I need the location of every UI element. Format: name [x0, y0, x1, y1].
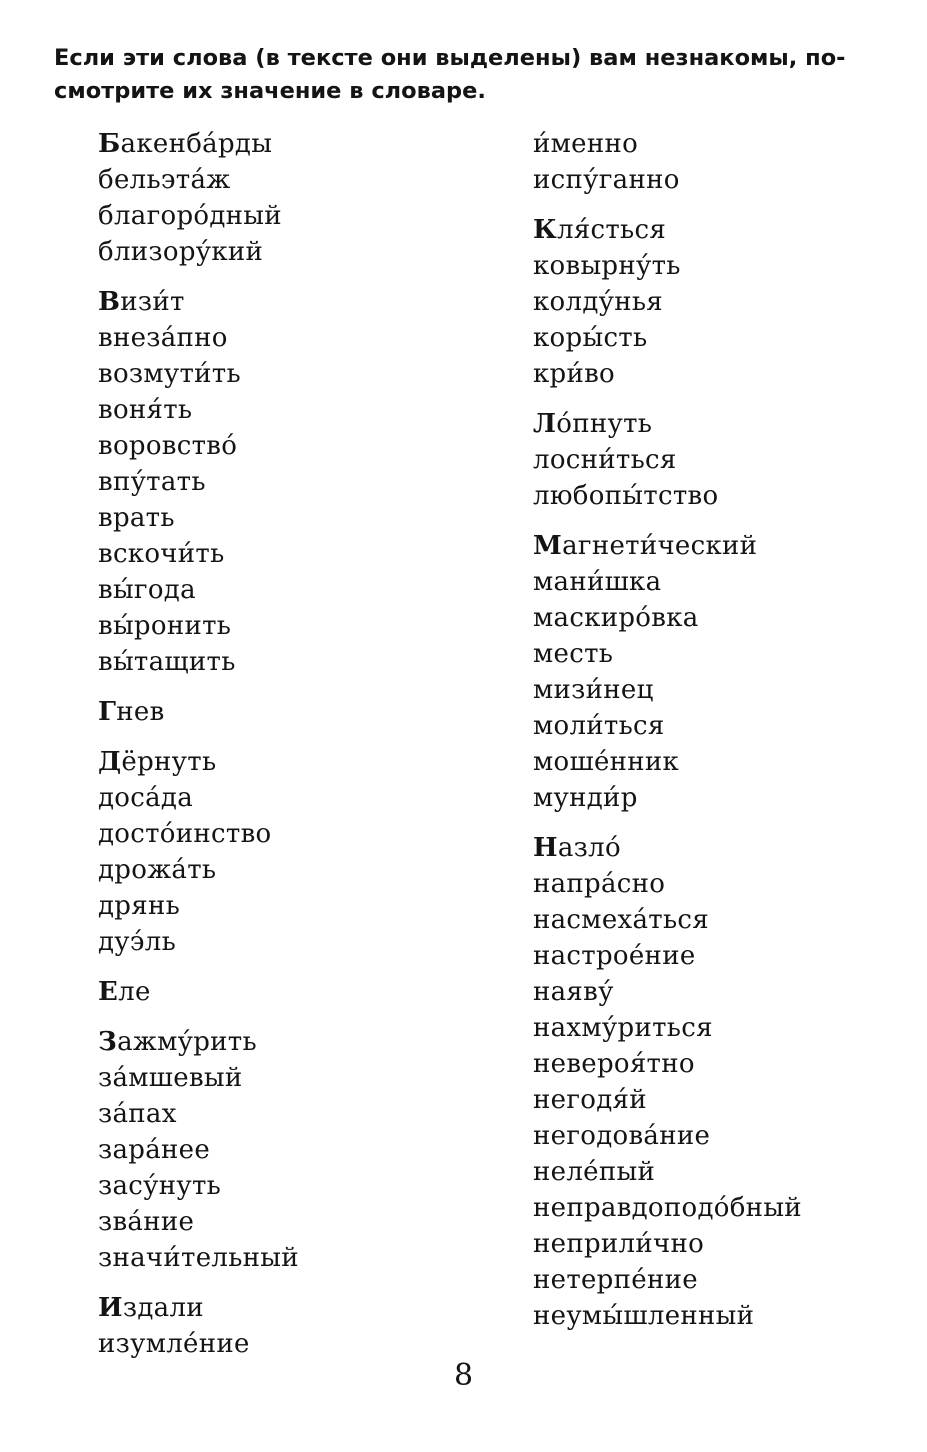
vocabulary-word: коры́сть — [533, 323, 648, 353]
vocabulary-word: зара́нее — [98, 1135, 211, 1165]
vocabulary-word: неле́пый — [533, 1157, 656, 1187]
vocabulary-word: неприли́чно — [533, 1229, 705, 1259]
vocabulary-word: вскочи́ть — [98, 539, 225, 569]
vocabulary-word: нахму́риться — [533, 1013, 713, 1043]
section-initial-letter: К — [533, 215, 557, 245]
letter-group — [533, 406, 802, 514]
word-rest: агнети́ческий — [562, 531, 758, 561]
vocabulary-word: внеза́пно — [98, 323, 228, 353]
vocabulary-word: за́мшевый — [98, 1063, 243, 1093]
section-initial-letter: И — [98, 1293, 123, 1323]
vocabulary-word: врать — [98, 503, 175, 533]
vocabulary-word — [533, 212, 802, 248]
vocabulary-word: вы́тащить — [98, 647, 236, 677]
section-initial-letter: Е — [98, 977, 119, 1007]
letter-group — [98, 126, 299, 270]
word-rest: азло́ — [557, 833, 621, 863]
letter-group — [533, 528, 802, 816]
vocabulary-word: впу́тать — [98, 467, 206, 497]
page-number: 8 — [453, 1358, 474, 1393]
section-initial-letter: Л — [533, 409, 557, 439]
section-initial-letter: Б — [98, 129, 121, 159]
vocabulary-word — [98, 1024, 299, 1060]
vocabulary-word: моли́ться — [533, 711, 665, 741]
vocabulary-word — [98, 126, 299, 162]
word-rest: ажму́рить — [117, 1027, 257, 1057]
vocabulary-word: за́пах — [98, 1099, 177, 1129]
vocabulary-word: возмути́ть — [98, 359, 241, 389]
vocabulary-word: невероя́тно — [533, 1049, 695, 1079]
vocabulary-word: настрое́ние — [533, 941, 696, 971]
vocabulary-word: изумле́ние — [98, 1329, 250, 1359]
intro-text: Если эти слова (в тексте они выделены) вам незнакомы, посмотрите их значение в словаре. — [54, 45, 846, 104]
section-initial-letter: Г — [98, 697, 117, 727]
vocabulary-word: благоро́дный — [98, 201, 282, 231]
vocabulary-word: дрожа́ть — [98, 855, 217, 885]
vocabulary-word — [98, 694, 299, 730]
vocabulary-word — [533, 406, 802, 442]
word-rest: нев — [116, 697, 165, 727]
section-initial-letter: З — [98, 1027, 118, 1057]
vocabulary-word: неумы́шленный — [533, 1301, 755, 1331]
vocabulary-word: любопы́тство — [533, 481, 719, 511]
vocabulary-word: досто́инство — [98, 819, 272, 849]
vocabulary-word: бельэта́ж — [98, 165, 231, 195]
vocabulary-word: вы́ронить — [98, 611, 232, 641]
vocabulary-word — [98, 1290, 299, 1326]
letter-group — [533, 126, 802, 198]
vocabulary-word: нетерпе́ние — [533, 1265, 698, 1295]
vocabulary-word: воровство́ — [98, 431, 238, 461]
section-initial-letter: Д — [98, 747, 122, 777]
vocabulary-word: значи́тельный — [98, 1243, 299, 1273]
word-rest: изи́т — [120, 287, 185, 317]
word-rest: ёрнуть — [121, 747, 217, 777]
vocabulary-word: неправдоподо́бный — [533, 1193, 802, 1223]
letter-group — [98, 694, 299, 730]
letter-group — [98, 1290, 299, 1362]
vocabulary-word — [533, 830, 802, 866]
vocabulary-word — [98, 744, 299, 780]
vocabulary-word: испу́ганно — [533, 165, 680, 195]
vocabulary-word: кри́во — [533, 359, 616, 389]
vocabulary-word: доса́да — [98, 783, 194, 813]
vocabulary-word: зва́ние — [98, 1207, 195, 1237]
vocabulary-word: дрянь — [98, 891, 181, 921]
vocabulary-word — [98, 284, 299, 320]
letter-group — [98, 974, 299, 1010]
vocabulary-word: засу́нуть — [98, 1171, 222, 1201]
vocabulary-word: напра́сно — [533, 869, 666, 899]
vocabulary-word: близору́кий — [98, 237, 264, 267]
letter-group — [98, 744, 299, 960]
letter-group — [98, 284, 299, 680]
vocabulary-word: моше́нник — [533, 747, 680, 777]
vocabulary-word: ковырну́ть — [533, 251, 681, 281]
vocabulary-word: мани́шка — [533, 567, 662, 597]
vocabulary-word: вы́года — [98, 575, 196, 605]
vocabulary-word: воня́ть — [98, 395, 193, 425]
word-rest: здали — [122, 1293, 204, 1323]
word-column-left — [98, 126, 299, 1376]
section-initial-letter: М — [533, 531, 563, 561]
section-initial-letter: В — [98, 287, 121, 317]
vocabulary-word — [533, 528, 802, 564]
vocabulary-word: негодова́ние — [533, 1121, 711, 1151]
letter-group — [533, 212, 802, 392]
vocabulary-word: маскиро́вка — [533, 603, 699, 633]
word-rest: о́пнуть — [556, 409, 653, 439]
vocabulary-word: негодя́й — [533, 1085, 647, 1115]
vocabulary-word: дуэ́ль — [98, 927, 177, 957]
word-column-right — [533, 126, 802, 1348]
vocabulary-word — [98, 974, 299, 1010]
vocabulary-word: мизи́нец — [533, 675, 654, 705]
letter-group — [533, 830, 802, 1334]
section-initial-letter: Н — [533, 833, 558, 863]
vocabulary-word: наяву́ — [533, 977, 614, 1007]
word-rest: ля́сться — [556, 215, 667, 245]
vocabulary-word: мунди́р — [533, 783, 638, 813]
vocabulary-word: лосни́ться — [533, 445, 677, 475]
vocabulary-word: насмеха́ться — [533, 905, 709, 935]
letter-group — [98, 1024, 299, 1276]
word-rest: акенба́рды — [120, 129, 273, 159]
vocabulary-word: месть — [533, 639, 614, 669]
word-rest: ле — [118, 977, 151, 1007]
vocabulary-word: и́менно — [533, 129, 639, 159]
vocabulary-word: колду́нья — [533, 287, 664, 317]
